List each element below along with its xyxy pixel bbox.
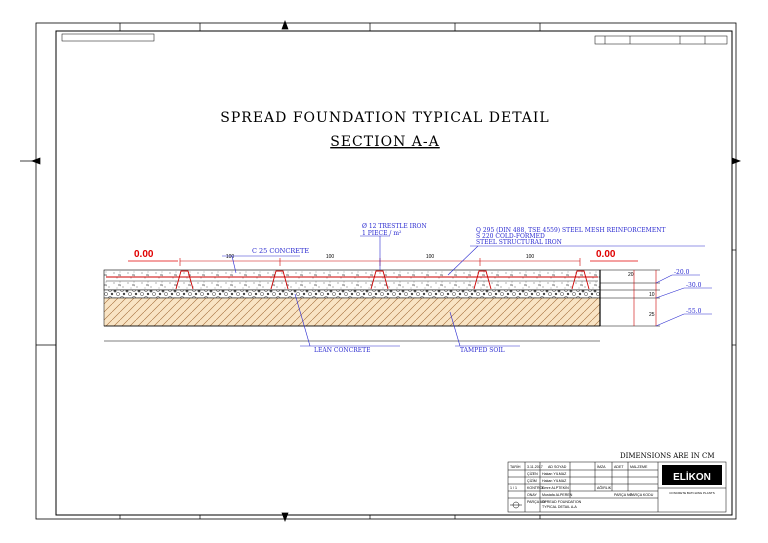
trestle-label-2: 1 PIECE / m² — [362, 230, 402, 237]
tamped-soil-layer — [104, 298, 600, 326]
revision-boxes — [62, 34, 727, 44]
projection-symbol — [510, 502, 522, 508]
svg-text:ÇİZEN: ÇİZEN — [527, 472, 538, 476]
svg-text:TARİH: TARİH — [510, 465, 521, 469]
svg-text:Hakan YILMAZ: Hakan YILMAZ — [542, 472, 567, 476]
svg-text:ÇİZİM: ÇİZİM — [527, 479, 537, 483]
tamped-soil-label: TAMPED SOIL — [460, 347, 505, 354]
title-block-text — [510, 464, 654, 509]
svg-text:AĞIRLIK: AĞIRLIK — [597, 486, 612, 490]
spacing-label-2: 100 — [325, 254, 335, 260]
svg-text:MALZEME: MALZEME — [630, 465, 648, 469]
svg-text:SPREAD FOUNDATION: SPREAD FOUNDATION — [542, 500, 582, 504]
spacing-label-4: 100 — [525, 254, 535, 260]
drawing-subtitle: SECTION A-A — [330, 134, 440, 150]
svg-text:PARÇA ADI: PARÇA ADI — [527, 500, 546, 504]
svg-text:ONAY: ONAY — [527, 493, 537, 497]
lean-concrete-layer — [104, 290, 600, 298]
section-layers — [104, 270, 660, 341]
level-left: 0.00 — [134, 249, 154, 260]
svg-text:Emre ALPTEKİN: Emre ALPTEKİN — [542, 486, 569, 490]
svg-text:İMZA: İMZA — [597, 465, 606, 469]
svg-text:KONTROL: KONTROL — [527, 486, 545, 490]
spacing-label-3: 100 — [425, 254, 435, 260]
trestle-label-1: Ø 12 TRESTLE IRON — [362, 223, 427, 230]
lean-concrete-label: LEAN CONCRETE — [314, 347, 371, 354]
spacing-label-1: 100 — [225, 254, 235, 260]
elevation-2: -30.0 — [686, 282, 702, 289]
svg-text:ELİKON: ELİKON — [673, 472, 711, 483]
mesh-label-1: Q 295 (DIN 488, TSE 4559) STEEL MESH REINFORCEMENT — [476, 227, 666, 234]
svg-text:PARÇA KODU: PARÇA KODU — [630, 493, 654, 497]
elevation-3: -55.0 — [686, 308, 702, 315]
elevation-leaders — [656, 275, 712, 326]
elevation-1: -20.0 — [674, 269, 690, 276]
svg-text:Hakan YILMAZ: Hakan YILMAZ — [542, 479, 567, 483]
svg-text:CONCRETE BATCHING PLANTS: CONCRETE BATCHING PLANTS — [669, 491, 715, 495]
drawing-title: SPREAD FOUNDATION TYPICAL DETAIL — [220, 110, 550, 126]
svg-text:AD SOYAD: AD SOYAD — [548, 465, 567, 469]
level-right: 0.00 — [596, 249, 616, 260]
dim-label-2: 10 — [649, 292, 655, 298]
svg-text:Mustafa ALPEREN: Mustafa ALPEREN — [542, 493, 573, 497]
dim-label-1: 20 — [628, 272, 634, 278]
svg-text:TYPICAL DETAIL A-A: TYPICAL DETAIL A-A — [542, 505, 577, 509]
svg-text:ADET: ADET — [614, 465, 624, 469]
mesh-label-2: S 220 COLD-FORMED — [476, 233, 545, 240]
svg-text:PARÇA NO: PARÇA NO — [614, 493, 633, 497]
mesh-label-3: STEEL STRUCTURAL IRON — [476, 239, 562, 246]
dimensions-note: DIMENSIONS ARE IN CM — [620, 452, 715, 460]
concrete-label: C 25 CONCRETE — [252, 247, 310, 255]
svg-text:3.11.2017: 3.11.2017 — [527, 465, 543, 469]
dim-label-3: 25 — [649, 312, 655, 318]
logo — [662, 465, 722, 495]
svg-text:1 / 1: 1 / 1 — [510, 486, 517, 490]
